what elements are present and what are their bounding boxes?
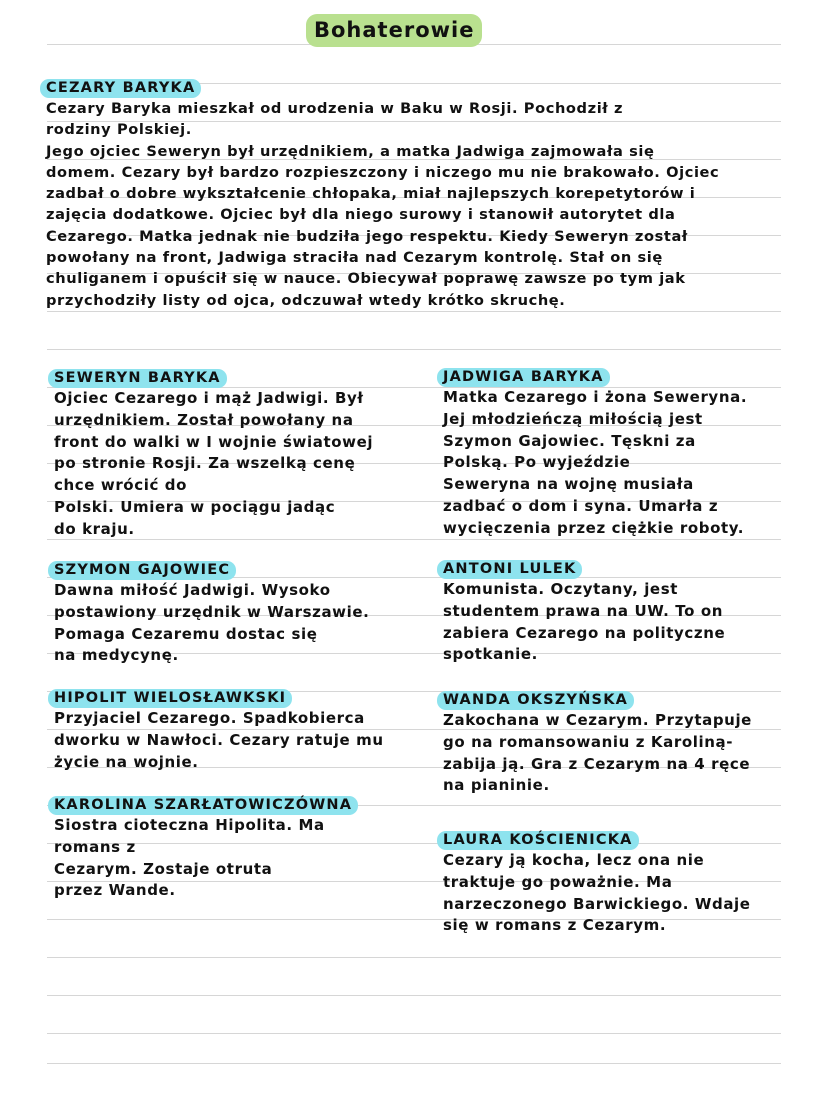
ruled-line: [47, 311, 781, 312]
section-wanda: [443, 689, 788, 797]
section-text: Przyjaciel Cezarego. Spadkobierca dworku w Nawłoci. Cezary ratuje mu życie na wojnie.: [54, 709, 384, 771]
section-hipolit: [54, 687, 414, 773]
section-text: Cezary Baryka mieszkał od urodzenia w Baku w Rosji. Pochodził z rodziny Polskiej. Jego ojciec Seweryn był urzędnikiem, a matka Jadwiga zajmowała się domem. Cezary był bardzo rozpieszczony i niczego mu nie brakowało. Ojciec zadbał o dobre wykształcenie chłopaka, miał najlepszych korepetytorów i zajęcia dodatkowe. Ojciec był dla niego surowy i stanowił autorytet dla Cezarego. Matka jednak nie budziła jego respektu. Kiedy Seweryn został powołany na front, Jadwiga straciła nad Cezarym kontrolę. Stał on się chuliganem i opuścił się w nauce. Obiecywał poprawę zawsze po tym jak przychodziły listy od ojca, odczuwał wtedy krótko skruchę.: [46, 100, 720, 309]
section-jadwiga: [443, 366, 788, 540]
section-heading: KAROLINA SZARŁATOWICZÓWNA: [48, 796, 358, 815]
section-text: Zakochana w Cezarym. Przytapuje go na romansowaniu z Karoliną- zabija ją. Gra z Cezarym na 4 ręce na pianinie.: [443, 711, 752, 795]
section-heading: LAURA KOŚCIENICKA: [437, 831, 639, 850]
ruled-line: [47, 957, 781, 958]
section-text: Siostra cioteczna Hipolita. Ma romans z Cezarym. Zostaje otruta przez Wande.: [54, 816, 325, 900]
ruled-line: [47, 349, 781, 350]
section-karolina: [54, 794, 414, 902]
section-laura: [443, 829, 788, 937]
section-text: Ojciec Cezarego i mąż Jadwigi. Był urzędnikiem. Został powołany na front do walki w I wojnie światowej po stronie Rosji. Za wszelką cenę chce wrócić do Polski. Umiera w pociągu jadąc do kraju.: [54, 389, 374, 538]
section-text: Dawna miłość Jadwigi. Wysoko postawiony urzędnik w Warszawie. Pomaga Cezaremu dostac się na medycynę.: [54, 581, 370, 665]
section-seweryn: [54, 367, 414, 541]
section-heading: CEZARY BARYKA: [40, 79, 201, 98]
section-heading: SEWERYN BARYKA: [48, 369, 227, 388]
section-szymon: [54, 559, 414, 667]
section-text: Matka Cezarego i żona Seweryna. Jej młodzieńczą miłością jest Szymon Gajowiec. Tęskni za Polską. Po wyjeździe Seweryna na wojnę musiała zadbać o dom i syna. Umarła z wycięczenia przez ciężkie roboty.: [443, 388, 748, 537]
section-heading: JADWIGA BARYKA: [437, 368, 610, 387]
section-cezary: [46, 77, 786, 311]
section-antoni: [443, 558, 788, 666]
ruled-line: [47, 1063, 781, 1064]
section-text: Cezary ją kocha, lecz ona nie traktuje go poważnie. Ma narzeczonego Barwickiego. Wdaje się w romans z Cezarym.: [443, 851, 751, 935]
section-text: Komunista. Oczytany, jest studentem prawa na UW. To on zabiera Cezarego na polityczne spotkanie.: [443, 580, 726, 664]
ruled-line: [47, 995, 781, 996]
ruled-line: [47, 1033, 781, 1034]
section-heading: ANTONI LULEK: [437, 560, 582, 579]
page-title: Bohaterowie: [306, 14, 482, 47]
section-heading: HIPOLIT WIELOSŁAWKSKI: [48, 689, 292, 708]
section-heading: SZYMON GAJOWIEC: [48, 561, 236, 580]
section-heading: WANDA OKSZYŃSKA: [437, 691, 634, 710]
